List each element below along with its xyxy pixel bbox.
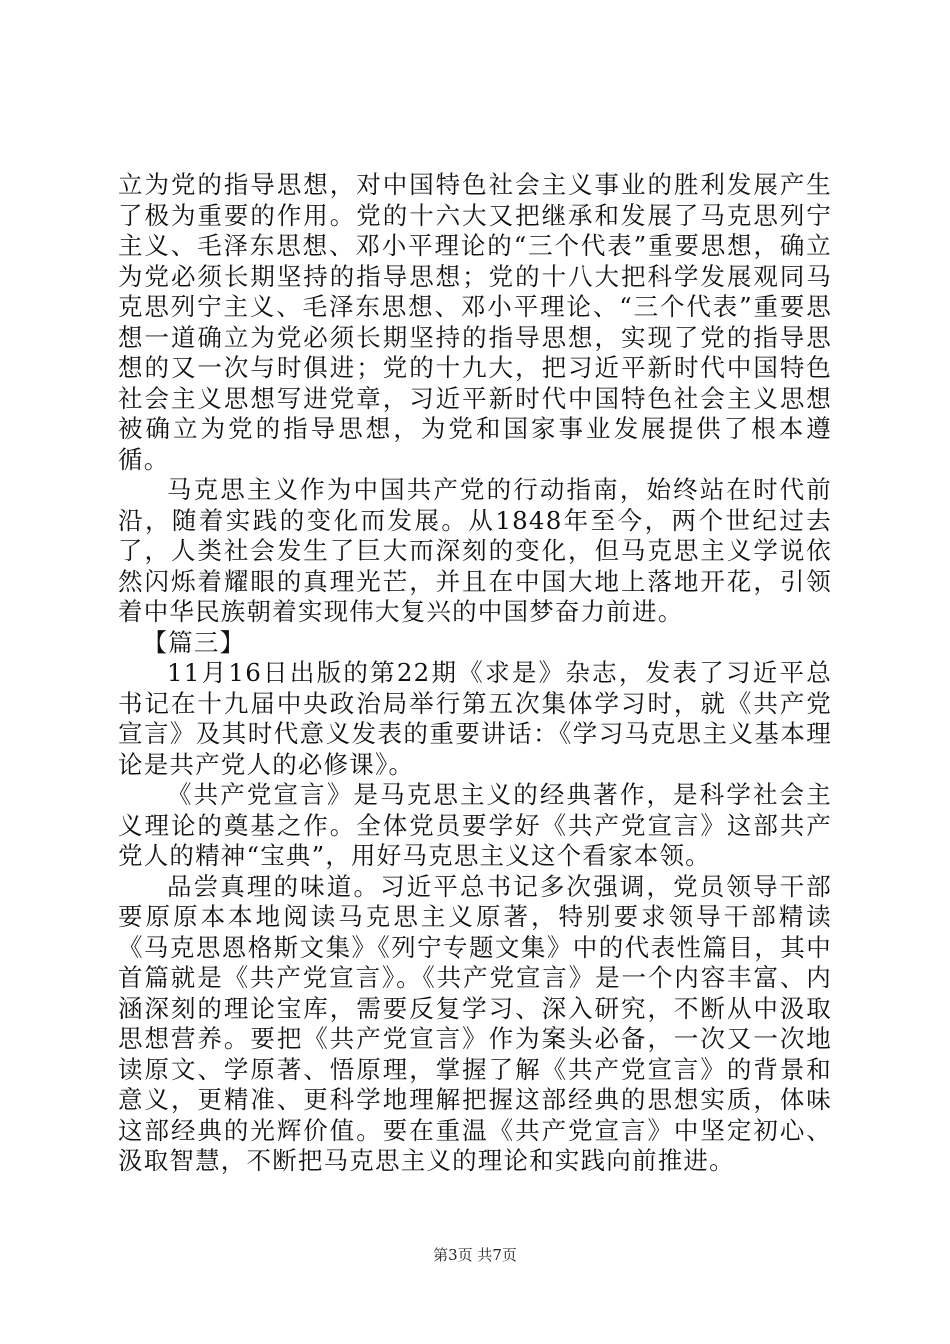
paragraph-marxism-guide: 马克思主义作为中国共产党的行动指南，始终站在时代前沿，随着实践的变化而发展。从1848年至今，两个世纪过去了，人类社会发生了巨大而深刻的变化，但马克思主义学说依然闪烁着耀眼的真理光芒，并且在中国大地上落地开花，引领着中华民族朝着实现伟大复兴的中国梦奋力前进。 <box>118 475 832 626</box>
paragraph-manifesto-classic: 《共产党宣言》是马克思主义的经典著作，是科学社会主义理论的奠基之作。全体党员要学好《共产党宣言》这部共产党人的精神“宝典”，用好马克思主义这个看家本领。 <box>118 780 832 870</box>
paragraph-taste-of-truth: 品尝真理的味道。习近平总书记多次强调，党员领导干部要原原本本地阅读马克思主义原著，特别要求领导干部精读《马克思恩格斯文集》《列宁专题文集》中的代表性篇目，其中首篇就是《共产党宣言》。《共产党宣言》是一个内容丰富、内涵深刻的理论宝库，需要反复学习、深入研究，不断从中汲取思想营养。要把《共产党宣言》作为案头必备，一次又一次地读原文、学原著、悟原理，掌握了解《共产党宣言》的背景和意义，更精准、更科学地理解把握这部经典的思想实质，体味这部经典的光辉价值。要在重温《共产党宣言》中坚定初心、汲取智慧，不断把马克思主义的理论和实践向前推进。 <box>118 871 832 1175</box>
page-footer: 第3页 共7页 <box>433 1246 517 1264</box>
document-body <box>118 170 832 1177</box>
section-heading: 【篇三】 <box>142 627 246 657</box>
paragraph-continuation: 立为党的指导思想，对中国特色社会主义事业的胜利发展产生了极为重要的作用。党的十六大又把继承和发展了马克思列宁主义、毛泽东思想、邓小平理论的“三个代表”重要思想，确立为党必须长期坚持的指导思想；党的十八大把科学发展观同马克思列宁主义、毛泽东思想、邓小平理论、“三个代表”重要思想一道确立为党必须长期坚持的指导思想，实现了党的指导思想的又一次与时俱进；党的十九大，把习近平新时代中国特色社会主义思想写进党章，习近平新时代中国特色社会主义思想被确立为党的指导思想，为党和国家事业发展提供了根本遵循。 <box>118 170 832 474</box>
paragraph-qiushi: 11月16日出版的第22期《求是》杂志，发表了习近平总书记在十九届中央政治局举行第五次集体学习时，就《共产党宣言》及其时代意义发表的重要讲话：《学习马克思主义基本理论是共产党人的必修课》。 <box>118 658 832 779</box>
